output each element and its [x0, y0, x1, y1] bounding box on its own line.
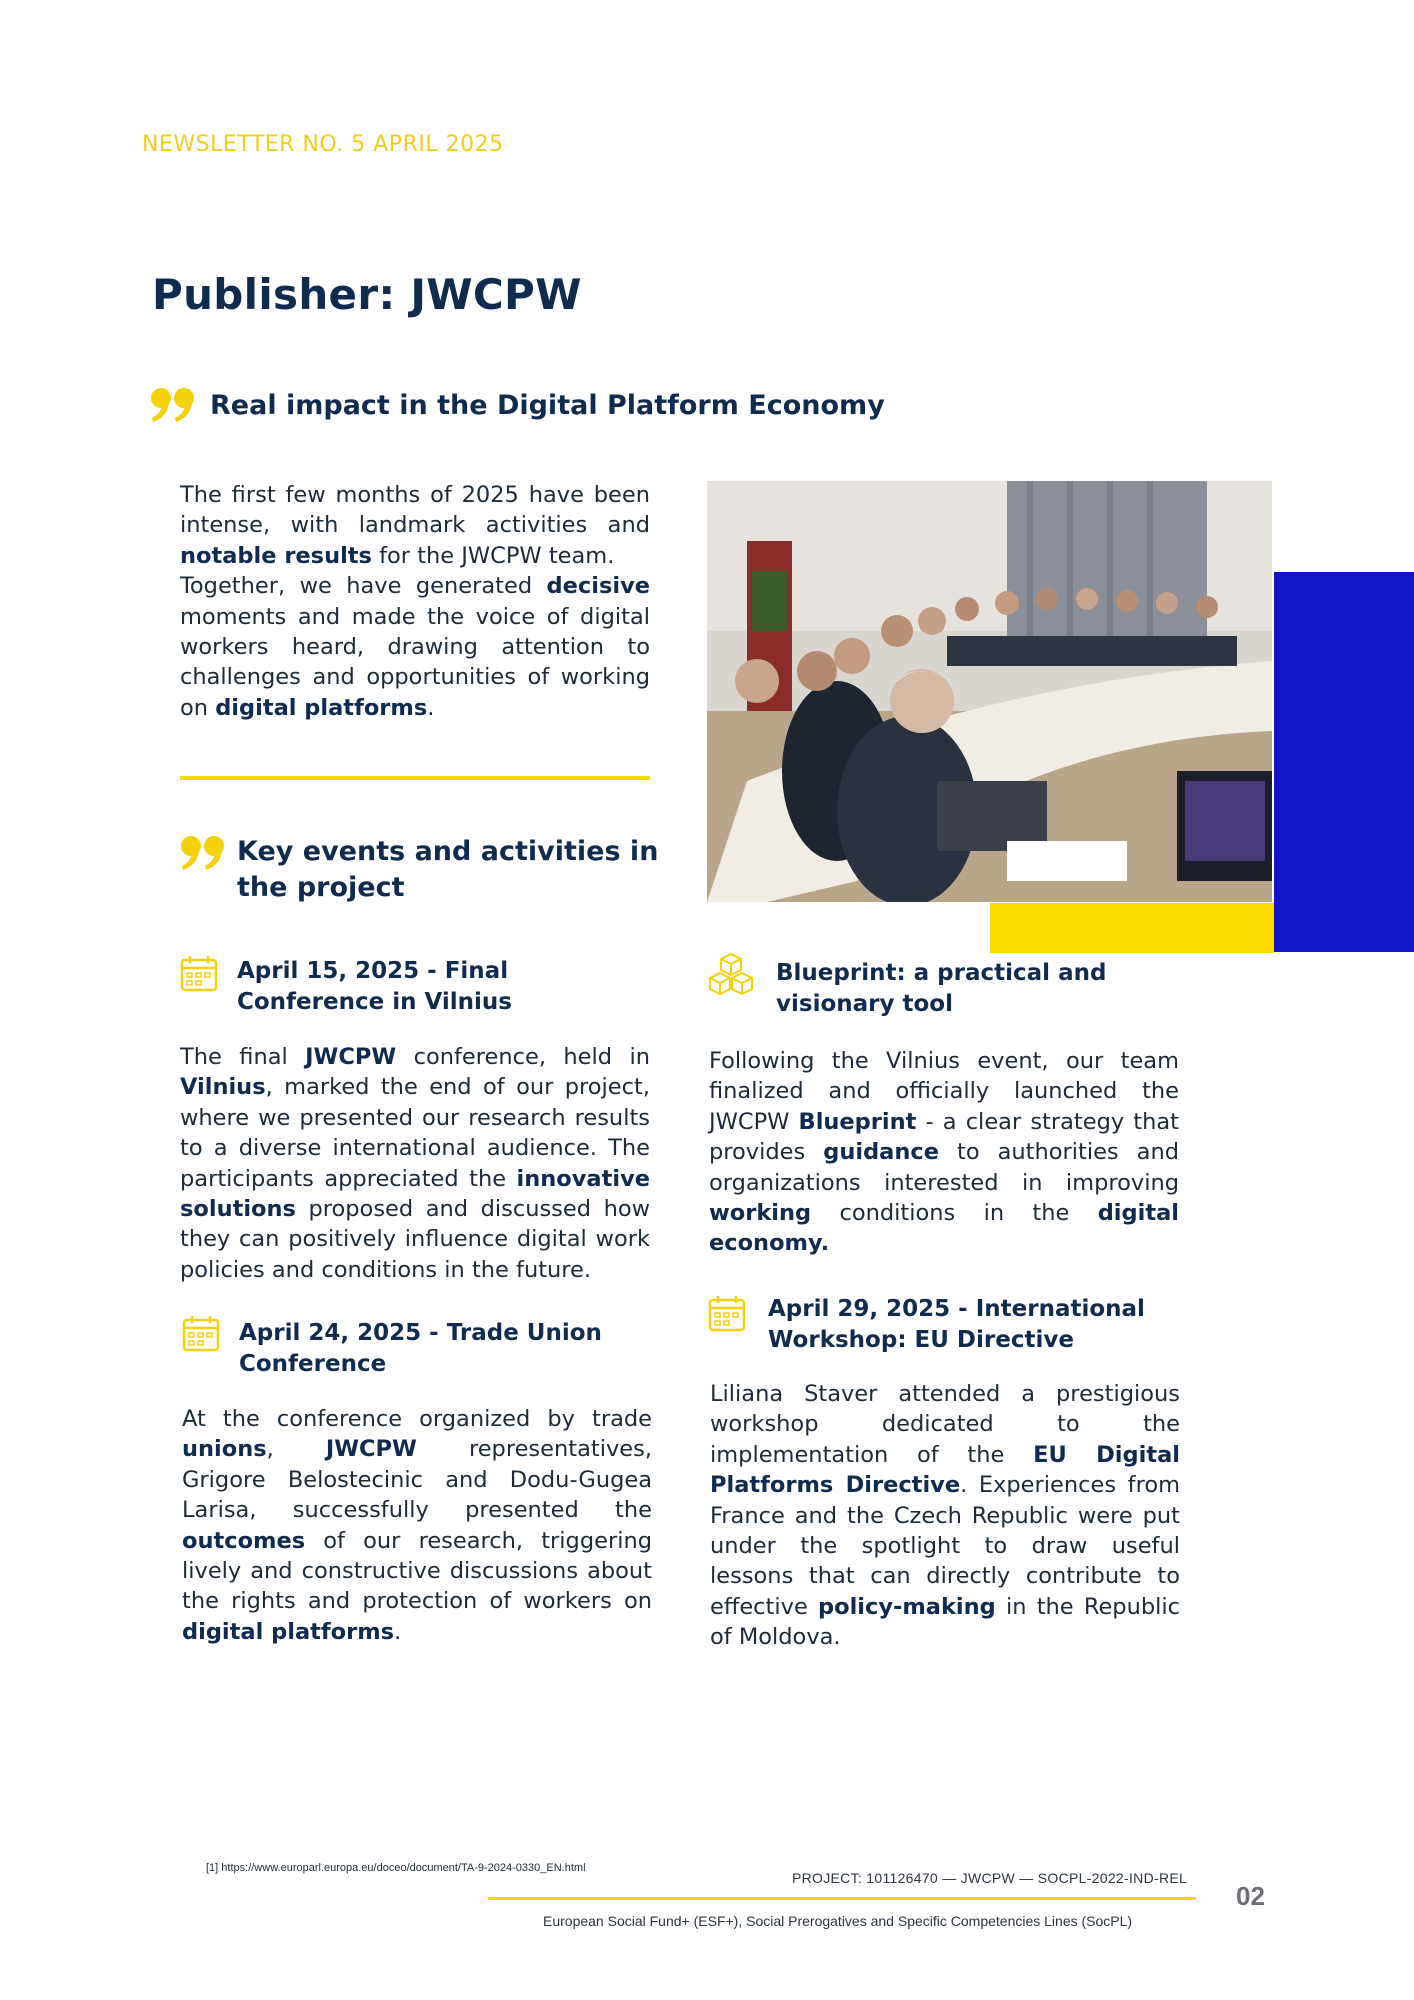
- intro-text: [180, 480, 650, 723]
- decorative-yellow-block: [990, 903, 1274, 953]
- event-title-line: visionary tool: [776, 991, 953, 1017]
- calendar-icon: [182, 1314, 220, 1352]
- event-title-trade-union: [239, 1318, 602, 1380]
- cubes-icon: [708, 952, 754, 996]
- event-title-line: Workshop: EU Directive: [768, 1327, 1074, 1353]
- newsletter-label: NEWSLETTER NO. 5 APRIL 2025: [142, 132, 504, 157]
- calendar-icon: [708, 1294, 746, 1332]
- event-text-trade-union: At the conference organized by trade unions, JWCPW representatives, Grigore Belostecinic and Dodu-Gugea Larisa, successfully presented the outcomes of our research, triggering lively and constructive discussions about the rights and protection of workers on digital platforms.: [182, 1406, 652, 1645]
- section-title-line: the project: [237, 872, 405, 903]
- page-number: 02: [1236, 1881, 1265, 1911]
- quote-icon: [180, 834, 226, 872]
- quote-icon: [150, 386, 196, 424]
- event-title-line: Blueprint: a practical and: [776, 960, 1107, 986]
- event-title-line: Conference: [239, 1351, 387, 1377]
- footnote: [1] https://www.europarl.europa.eu/doceo/document/TA-9-2024-0330_EN.html: [206, 1862, 586, 1874]
- calendar-icon: [180, 954, 218, 992]
- footer-divider: [488, 1897, 1196, 1900]
- intro-paragraph-2: Together, we have generated decisive moments and made the voice of digital workers heard, drawing attention to challenges and opportunities of working on digital platforms.: [180, 573, 650, 721]
- section-title-events: [237, 834, 658, 906]
- event-title-line: Conference in Vilnius: [237, 989, 512, 1015]
- event-title-line: April 24, 2025 - Trade Union: [239, 1320, 602, 1346]
- section-title-impact: Real impact in the Digital Platform Economy: [210, 390, 885, 421]
- decorative-blue-block: [1274, 572, 1414, 952]
- event-title-vilnius: [237, 956, 512, 1018]
- section-title-line: Key events and activities in: [237, 836, 659, 867]
- event-title-blueprint: [776, 958, 1106, 1020]
- event-title-line: April 15, 2025 - Final: [237, 958, 509, 984]
- divider: [180, 776, 650, 780]
- event-title-line: April 29, 2025 - International: [768, 1296, 1145, 1322]
- event-title-workshop: [768, 1294, 1145, 1356]
- event-text-vilnius: The final JWCPW conference, held in Vilnius, marked the end of our project, where we presented our research results to a diverse international audience. The participants appreciated the innovative solutions proposed and discussed how they can positively influence digital work policies and conditions in the future.: [180, 1044, 650, 1283]
- page-title: Publisher: JWCPW: [152, 270, 582, 319]
- project-code: PROJECT: 101126470 — JWCPW — SOCPL-2022-IND-REL: [792, 1870, 1188, 1886]
- conference-photo: [707, 481, 1272, 902]
- event-text-workshop: Liliana Staver attended a prestigious workshop dedicated to the implementation of the EU Digital Platforms Directive. Experiences from France and the Czech Republic were put under the spotlight to draw useful lessons that can directly contribute to effective policy-making in the Republic of Moldova.: [710, 1381, 1181, 1651]
- event-text-blueprint: Following the Vilnius event, our team finalized and officially launched the JWCPW Blueprint - a clear strategy that provides guidance to authorities and organizations interested in improving working conditions in the digital economy.: [709, 1048, 1179, 1257]
- intro-paragraph-1: The first few months of 2025 have been intense, with landmark activities and notable results for the JWCPW team.: [180, 482, 650, 569]
- funding-line: European Social Fund+ (ESF+), Social Prerogatives and Specific Competencies Lines (SocPL): [543, 1913, 1133, 1929]
